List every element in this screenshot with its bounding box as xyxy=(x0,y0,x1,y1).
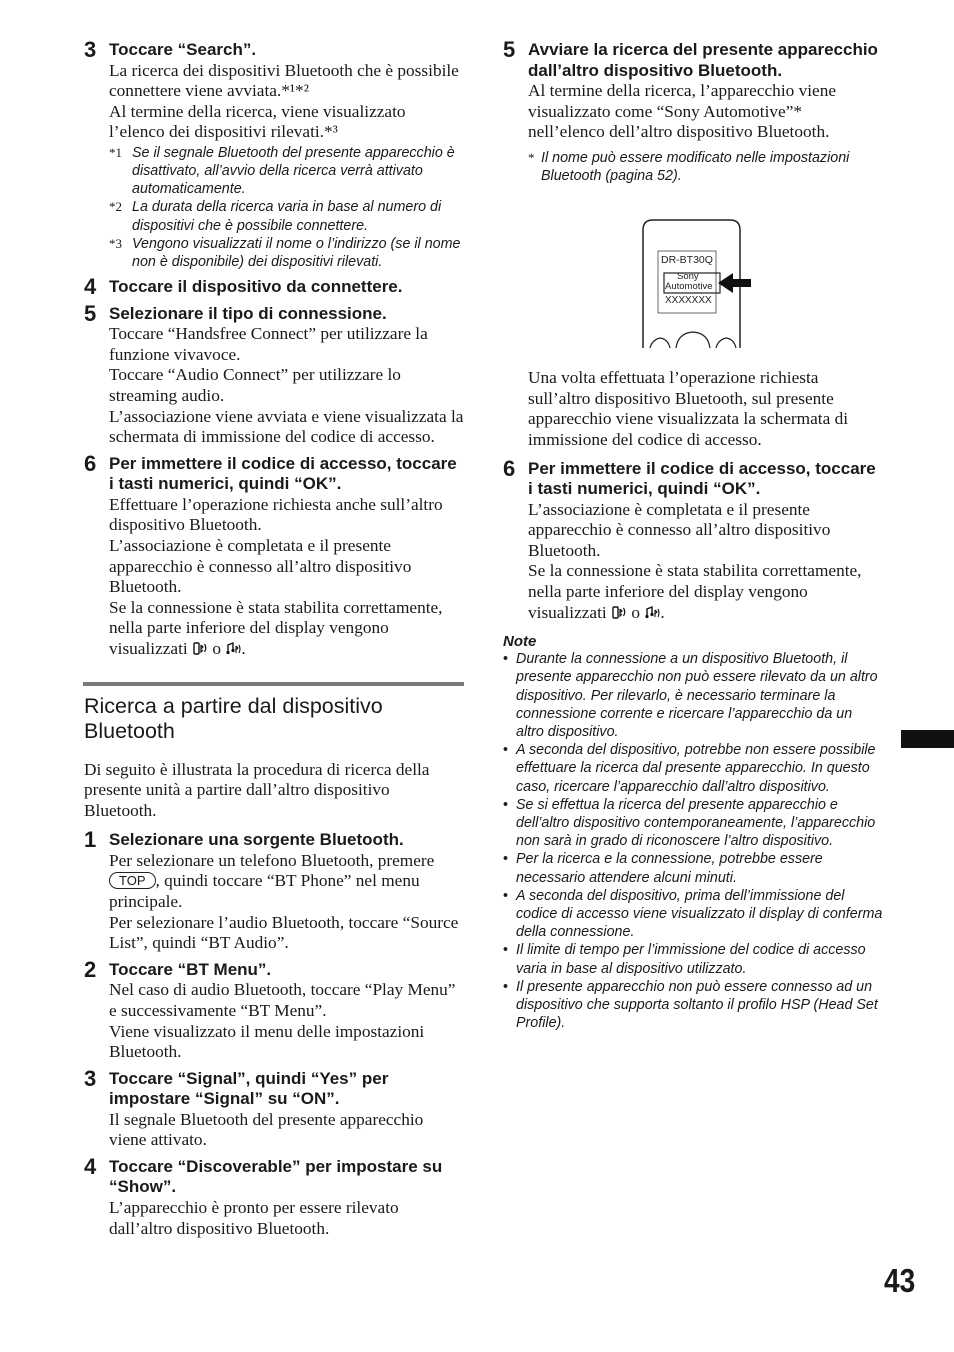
section-title: Ricerca a partire dal dispositivo Bluetooth xyxy=(84,693,383,743)
phone-screen-item: Sony xyxy=(677,271,699,283)
note-item: • A seconda del dispositivo, potrebbe non essere possibile effettuare la ricerca dal presente apparecchio. In questo caso, ricercare l’apparecchio dall’altro dispositivo. xyxy=(503,741,883,796)
note-item: • Il presente apparecchio non può essere connesso ad un dispositivo che supporta soltanto il profilo HSP (Head Set Profile). xyxy=(503,978,883,1033)
footnote-text: Il nome può essere modificato nelle impostazioni Bluetooth (pagina 52). xyxy=(541,149,850,184)
step-title: Per immettere il codice di accesso, toccare i tasti numerici, quindi “OK”. xyxy=(109,453,457,494)
step-5-connection-type xyxy=(84,300,464,448)
step-number: 5 xyxy=(84,300,97,326)
step-number: 5 xyxy=(503,37,516,62)
left-column xyxy=(84,37,464,1245)
note-list xyxy=(503,650,883,1032)
step-number: 6 xyxy=(503,455,516,481)
step-title: Toccare “Signal”, quindi “Yes” per impostare “Signal” su “ON”. xyxy=(109,1068,389,1109)
note-item: • A seconda del dispositivo, prima dell’immissione del codice di accesso viene visualizzato il display di conferma della connessione. xyxy=(503,887,883,942)
step-3-search xyxy=(84,37,464,271)
step-title: Toccare il dispositivo da connettere. xyxy=(109,277,403,297)
step-title: Toccare “Search”. xyxy=(109,40,257,59)
footnote-text: La durata della ricerca varia in base al numero di dispositivi che è possibile connettere. xyxy=(132,199,442,234)
footnote xyxy=(528,149,883,185)
step-body: Al termine della ricerca, viene visualizzato l’elenco dei dispositivi rilevati.*³ xyxy=(109,101,406,142)
top-key-icon: TOP xyxy=(109,872,156,889)
note-item: • Durante la connessione a un dispositivo Bluetooth, il presente apparecchio non può essere rilevato da un altro dispositivo. Per rilevarlo, è necessario terminare la connessione corrente e ricercare l’apparecchio da un altro dispositivo. xyxy=(503,650,883,741)
closing-text: Se la connessione è stata stabilita correttamente, nella parte inferiore del display vengono visualizzati xyxy=(528,561,862,622)
step-body: La ricerca dei dispositivi Bluetooth che è possibile connettere viene avviata.*¹*² xyxy=(109,60,459,101)
step-body: Il segnale Bluetooth del presente apparecchio viene attivato. xyxy=(109,1109,424,1150)
step-4-select-device xyxy=(84,274,464,300)
footnote xyxy=(109,144,464,199)
step-2-bt-menu xyxy=(84,956,464,1063)
step-body: L’apparecchio è pronto per essere rilevato dall’altro dispositivo Bluetooth. xyxy=(109,1197,399,1238)
step-body: L’associazione è completata e il presente apparecchio è connesso all’altro dispositivo Bluetooth. xyxy=(528,499,831,560)
after-figure-text: Una volta effettuata l’operazione richiesta sull’altro dispositivo Bluetooth, sul presente apparecchio viene visualizzata la schermata di immissione del codice di accesso. xyxy=(528,368,849,449)
step-body: Nel caso di audio Bluetooth, toccare “Play Menu” e successivamente “BT Menu”. xyxy=(109,980,456,1020)
footnote-mark: *1 xyxy=(109,144,122,160)
phone-screen-title: DR-BT30Q xyxy=(661,254,713,267)
step-body: Al termine della ricerca, l’apparecchio viene visualizzato come “Sony Automotive”* nell’elenco dell’altro dispositivo Bluetooth. xyxy=(528,81,837,142)
step-body: Viene visualizzato il menu delle impostazioni Bluetooth. xyxy=(109,1021,425,1062)
step-number: 4 xyxy=(84,274,97,300)
note-item: • Se si effettua la ricerca del presente apparecchio e dell’altro dispositivo contemporaneamente, l’apparecchio non sarà in grado di riconoscere l’altro dispositivo. xyxy=(503,796,883,851)
closing-text: Se la connessione è stata stabilita correttamente, nella parte inferiore del display vengono visualizzati xyxy=(109,597,443,659)
phone-screen-item: XXXXXXX xyxy=(665,295,712,307)
right-column xyxy=(503,37,883,1032)
step-title: Toccare “Discoverable” per impostare su “Show”. xyxy=(109,1156,443,1197)
step-number: 2 xyxy=(84,956,97,982)
step-body xyxy=(109,598,464,660)
or-text: o xyxy=(631,602,640,622)
audio-bluetooth-icon xyxy=(225,640,241,656)
step-body: L’associazione viene avviata e viene visualizzata la schermata di immissione del codice di accesso. xyxy=(109,406,464,447)
step-title: Selezionare una sorgente Bluetooth. xyxy=(109,830,404,850)
step-5-search-from-device xyxy=(503,37,883,143)
section-intro: Di seguito è illustrata la procedura di ricerca della presente unità a partire dall’altro dispositivo Bluetooth. xyxy=(84,759,430,820)
note-item: • Per la ricerca e la connessione, potrebbe essere necessario attendere alcuni minuti. xyxy=(503,850,883,886)
step-number: 4 xyxy=(84,1153,97,1179)
handsfree-bluetooth-icon xyxy=(611,604,627,620)
footnote-mark: *3 xyxy=(109,235,122,251)
step-number: 1 xyxy=(84,827,97,853)
step-body: Per selezionare l’audio Bluetooth, toccare “Source List”, quindi “BT Audio”. xyxy=(109,912,459,953)
note-item: • Il limite di tempo per l’immissione del codice di accesso varia in base al dispositivo utilizzato. xyxy=(503,941,883,977)
step-body: L’associazione è completata e il presente apparecchio è connesso all’altro dispositivo Bluetooth. xyxy=(109,536,412,597)
step-title: Selezionare il tipo di connessione. xyxy=(109,303,387,323)
step-body xyxy=(528,561,883,623)
period: . xyxy=(660,602,665,622)
step-body: Toccare “Audio Connect” per utilizzare lo streaming audio. xyxy=(109,365,401,406)
step-body xyxy=(109,851,464,913)
footnote xyxy=(109,198,464,234)
footnote-mark: *2 xyxy=(109,199,122,215)
step-body: Toccare “Handsfree Connect” per utilizzare la funzione vivavoce. xyxy=(109,324,428,364)
footnotes xyxy=(109,144,464,271)
step-title: Avviare la ricerca del presente apparecchio dall’altro dispositivo Bluetooth. xyxy=(528,40,878,80)
phone-screen-item: Automotive xyxy=(665,281,713,293)
step-title: Toccare “BT Menu”. xyxy=(109,959,272,979)
footnote-mark: * xyxy=(528,149,535,165)
footnote xyxy=(109,235,464,271)
step-number: 3 xyxy=(84,37,97,62)
step-number: 3 xyxy=(84,1065,97,1091)
phone-illustration xyxy=(638,218,758,348)
section-divider xyxy=(83,682,464,686)
step-3-signal xyxy=(84,1065,464,1151)
footnote-text: Se il segnale Bluetooth del presente apparecchio è disattivato, all’avvio della ricerca verrà attivato automaticamente. xyxy=(132,144,455,198)
period: . xyxy=(241,639,246,659)
language-tab-marker xyxy=(901,730,954,748)
page-number: 43 xyxy=(884,1262,916,1299)
step-1-select-source xyxy=(84,827,464,953)
step-6-passkey xyxy=(503,455,883,624)
audio-bluetooth-icon xyxy=(644,604,660,620)
step-body-text: , quindi toccare “BT Phone” nel menu principale. xyxy=(109,871,420,912)
step-body: Effettuare l’operazione richiesta anche sull’altro dispositivo Bluetooth. xyxy=(109,494,443,535)
step-number: 6 xyxy=(84,450,97,476)
or-text: o xyxy=(212,639,221,659)
step-title: Per immettere il codice di accesso, toccare i tasti numerici, quindi “OK”. xyxy=(528,458,876,499)
handsfree-bluetooth-icon xyxy=(192,640,208,656)
step-4-discoverable xyxy=(84,1153,464,1239)
step-6-passkey xyxy=(84,450,464,660)
note-title: Note xyxy=(503,633,537,651)
step-body-text: Per selezionare un telefono Bluetooth, premere xyxy=(109,850,435,870)
footnote-text: Vengono visualizzati il nome o l’indirizzo (se il nome non è disponibile) dei dispositivi rilevati. xyxy=(132,235,461,271)
